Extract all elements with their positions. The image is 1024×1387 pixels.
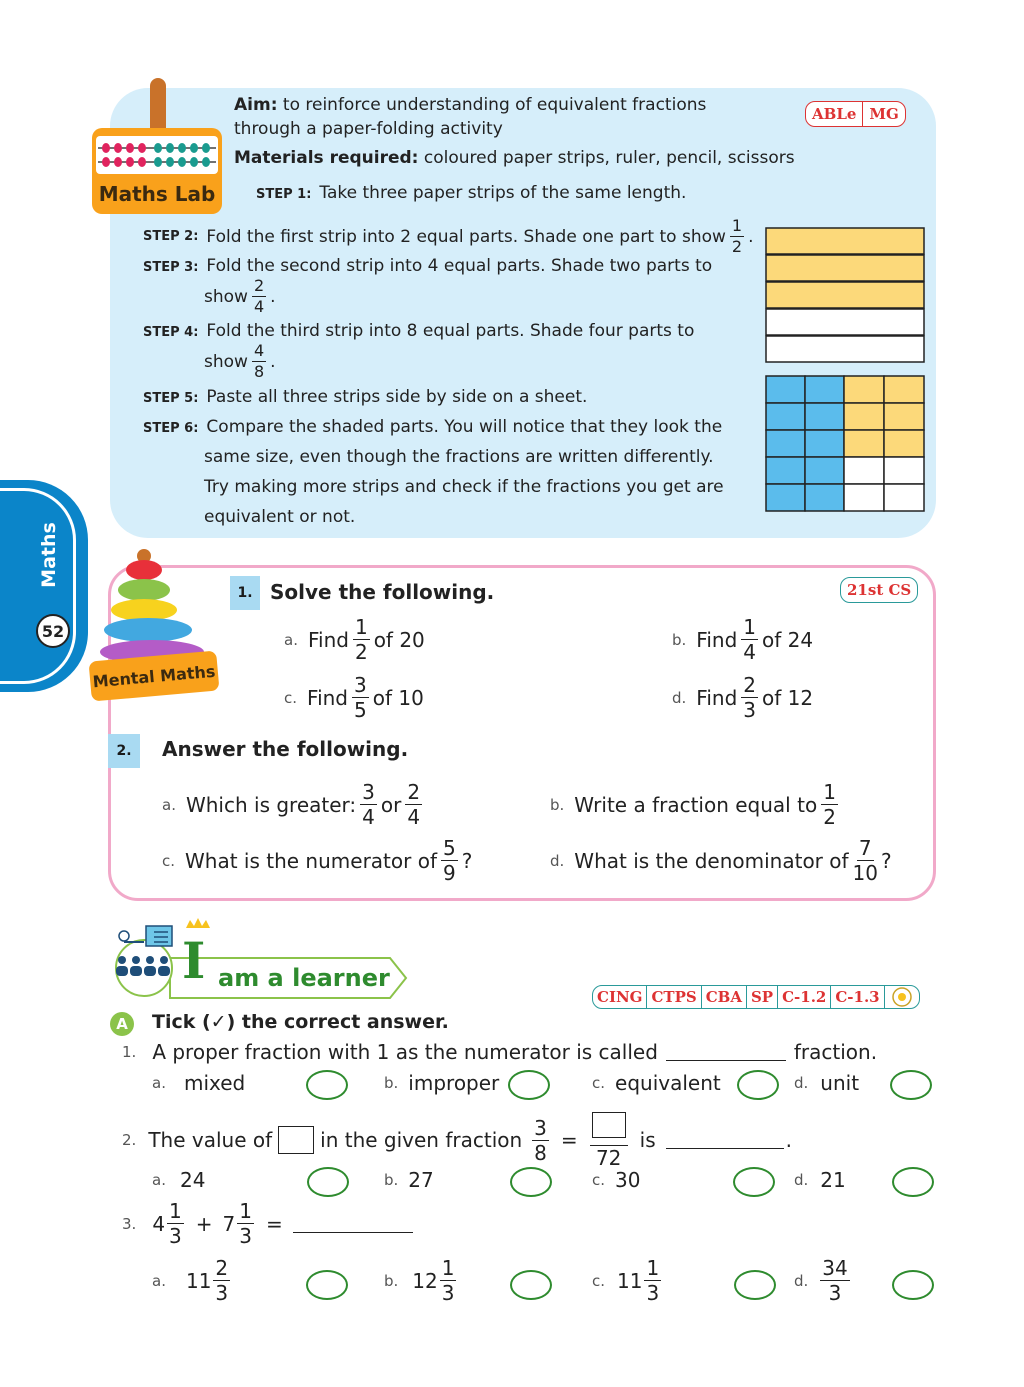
tag-able: ABLe <box>806 102 863 126</box>
learner-title: am a learner <box>218 964 390 992</box>
mixed-number-2 <box>223 1201 256 1246</box>
fraction-part <box>213 1258 230 1303</box>
step-5-label: STEP 5: <box>143 391 199 406</box>
step-4 <box>143 321 694 341</box>
plus-sign: + <box>195 1211 213 1236</box>
q1-option-a <box>152 1071 245 1095</box>
item-post: of 24 <box>762 627 814 652</box>
q3-option-d <box>794 1258 852 1303</box>
fraction-numerator: 5 <box>443 836 456 860</box>
q3-option-a-circle[interactable] <box>306 1270 348 1300</box>
competency-tag: C-1.2 <box>778 986 831 1008</box>
q1-item-d <box>672 675 813 720</box>
competency-tag: CBA <box>702 986 747 1008</box>
item-post: of 10 <box>372 685 424 710</box>
item-label: c. <box>284 688 298 707</box>
item-label: b. <box>550 795 565 814</box>
step-1-text: Take three paper strips of the same length. <box>319 183 687 203</box>
q1-option-c <box>592 1071 721 1095</box>
period: . <box>270 351 276 372</box>
equals-sign: = <box>560 1128 578 1152</box>
q1-item-b <box>672 617 813 662</box>
fraction-numerator: 4 <box>253 341 265 360</box>
whole-part: 4 <box>152 1211 166 1236</box>
period: . <box>270 286 276 307</box>
fraction-numerator: 1 <box>354 615 368 639</box>
q2-title: Answer the following. <box>162 737 409 761</box>
fraction-numerator: 1 <box>743 615 757 639</box>
option-label: c. <box>592 1074 606 1092</box>
materials-text: coloured paper strips, ruler, pencil, scissors <box>423 148 795 168</box>
item-label: d. <box>672 688 687 707</box>
q2-item-a <box>162 782 426 827</box>
q-number: 1. <box>122 1043 137 1061</box>
q1-item-a <box>284 617 425 662</box>
fraction-denominator: 10 <box>852 861 878 885</box>
aim-text: to reinforce understanding of equivalent fractions <box>282 95 707 115</box>
mixed-number-1 <box>152 1201 185 1246</box>
item-text: What is the numerator of <box>185 848 437 873</box>
fraction-denominator: 4 <box>362 805 375 829</box>
item-fraction-2 <box>405 782 422 827</box>
item-pre: Find <box>696 685 738 710</box>
fraction-numerator: 1 <box>169 1199 182 1223</box>
fraction-numerator: 3 <box>362 780 375 804</box>
q-text-1: The value of <box>148 1128 273 1152</box>
answer-box[interactable] <box>278 1126 314 1154</box>
period: . <box>785 1128 793 1152</box>
q2-option-b-circle[interactable] <box>510 1167 552 1197</box>
strip-diagram-grid <box>765 375 925 513</box>
q1-title: Solve the following. <box>270 580 495 604</box>
subject-label: Maths <box>38 522 60 588</box>
learner-title-letter: I <box>182 931 206 990</box>
q-text: A proper fraction with 1 as the numerator is called <box>152 1040 658 1064</box>
learner-q1 <box>122 1040 877 1064</box>
option-text: 21 <box>820 1168 846 1192</box>
q3-option-b <box>384 1258 458 1303</box>
q1-option-b <box>384 1071 499 1095</box>
fraction-numerator: 1 <box>731 216 743 235</box>
fraction-denominator: 2 <box>731 237 743 256</box>
item-label: a. <box>162 795 176 814</box>
item-label: a. <box>284 630 298 649</box>
fraction-numerator: 3 <box>534 1115 547 1140</box>
learner-q3 <box>122 1201 413 1246</box>
whole-part: 11 <box>617 1268 643 1293</box>
maths-lab-badge <box>92 78 222 216</box>
fraction-denominator: 4 <box>407 805 421 829</box>
section-a-badge: A <box>110 1012 134 1036</box>
answer-blank[interactable] <box>293 1215 413 1233</box>
option-label: d. <box>794 1271 809 1290</box>
fraction-numerator: 2 <box>253 276 265 295</box>
abacus-stand-icon <box>150 78 166 134</box>
fraction-denominator: 2 <box>354 640 368 664</box>
step-3-text: Fold the second strip into 4 equal parts. Shade two parts to <box>206 256 713 276</box>
step-4-cont <box>204 343 276 380</box>
item-fraction-1 <box>360 782 377 827</box>
fraction-denominator: 8 <box>253 362 265 381</box>
option-label: b. <box>384 1271 399 1290</box>
option-text: equivalent <box>615 1071 721 1095</box>
maths-lab-label: Maths Lab <box>98 182 216 206</box>
q-text-end: fraction. <box>793 1040 878 1064</box>
item-pre: Find <box>307 685 348 710</box>
tag-mg: MG <box>869 105 899 123</box>
fraction-denominator: 3 <box>239 1224 253 1248</box>
competency-tag: C-1.3 <box>831 986 884 1008</box>
item-fraction <box>741 675 758 720</box>
q2-fraction <box>532 1115 549 1165</box>
ring-stack-icon <box>100 548 210 668</box>
aim-line-2: through a paper-folding activity <box>234 119 503 139</box>
step-2-fraction <box>730 218 744 255</box>
fraction-denominator: 3 <box>441 1281 455 1305</box>
option-label: a. <box>152 1074 166 1092</box>
item-fraction <box>851 838 880 883</box>
item-text: Which is greater: <box>185 792 357 817</box>
answer-blank[interactable] <box>666 1131 784 1149</box>
item-text: What is the denominator of <box>574 848 849 873</box>
mental-maths-label: Mental Maths <box>91 661 217 691</box>
fraction-part <box>644 1258 661 1303</box>
q2-option-c-circle[interactable] <box>733 1167 775 1197</box>
materials-line <box>234 148 795 168</box>
fraction-denominator: 3 <box>169 1224 182 1248</box>
q2-option-a <box>152 1168 205 1192</box>
q-number: 3. <box>122 1214 137 1233</box>
fraction-denominator: 3 <box>828 1281 842 1305</box>
or-word: or <box>380 792 402 817</box>
q2-item-b <box>550 782 842 827</box>
tag-21st-cs-label: 21st CS <box>847 581 912 599</box>
tag-21st-cs <box>840 577 918 603</box>
q1-option-a-circle[interactable] <box>306 1070 348 1100</box>
fraction-denominator: 3 <box>743 698 757 722</box>
is-word: is <box>639 1128 656 1152</box>
item-post: of 12 <box>762 685 814 710</box>
fraction-denominator: 4 <box>253 297 265 316</box>
item-pre: Find <box>696 627 738 652</box>
step-6-label: STEP 6: <box>143 421 199 436</box>
step-3-text-2: show <box>204 286 248 307</box>
step-2-label: STEP 2: <box>143 229 199 244</box>
step-4-text-2: show <box>204 351 248 372</box>
fraction-denominator: 5 <box>354 698 367 722</box>
option-label: c. <box>592 1271 606 1290</box>
q1-option-d <box>794 1071 859 1095</box>
step-4-text: Fold the third strip into 8 equal parts. Shade four parts to <box>206 321 695 341</box>
materials-label: Materials required: <box>234 148 419 168</box>
step-3-label: STEP 3: <box>143 260 199 275</box>
item-label: c. <box>162 851 176 870</box>
option-text: 30 <box>615 1168 641 1192</box>
option-text: 27 <box>408 1168 434 1192</box>
fraction-denominator: 2 <box>823 805 836 829</box>
q2-fraction-box <box>590 1112 628 1168</box>
learner-q2 <box>122 1112 792 1168</box>
fraction-numerator: 2 <box>743 673 757 697</box>
q2-option-a-circle[interactable] <box>307 1167 349 1197</box>
aim-label: Aim: <box>234 95 278 115</box>
step-6-line-4: equivalent or not. <box>204 507 356 527</box>
question-mark: ? <box>461 848 473 873</box>
aim-line <box>234 95 706 115</box>
fraction-numerator: 34 <box>822 1256 848 1280</box>
q1-item-c <box>284 675 424 720</box>
competency-tag: SP <box>747 986 778 1008</box>
option-label: b. <box>384 1171 399 1189</box>
fraction-part <box>167 1201 184 1246</box>
fraction-numerator-box[interactable] <box>590 1112 628 1146</box>
q3-option-c-circle[interactable] <box>734 1270 776 1300</box>
q3-option-b-circle[interactable] <box>510 1270 552 1300</box>
item-fraction <box>353 617 370 662</box>
item-fraction <box>821 782 838 827</box>
q2-number-badge: 2. <box>108 734 140 768</box>
whole-part: 11 <box>185 1268 212 1293</box>
q3-option-c <box>592 1258 663 1303</box>
q-number: 2. <box>122 1131 137 1149</box>
step-1-label: STEP 1: <box>256 187 312 202</box>
competency-tag: CTPS <box>647 986 701 1008</box>
option-text: 24 <box>179 1168 206 1192</box>
step-5 <box>143 387 587 407</box>
abacus-icon <box>92 128 222 214</box>
option-label: b. <box>384 1074 399 1092</box>
item-pre: Find <box>307 627 349 652</box>
q3-option-a <box>152 1258 232 1303</box>
fraction-numerator: 2 <box>407 780 421 804</box>
option-label: d. <box>794 1171 809 1189</box>
fraction-numerator: 3 <box>354 673 367 697</box>
step-1 <box>256 183 686 203</box>
competency-tags <box>592 985 920 1009</box>
q1-option-b-circle[interactable] <box>508 1070 550 1100</box>
item-label: b. <box>672 630 687 649</box>
q2-option-c <box>592 1168 640 1192</box>
page-number: 52 <box>36 614 70 648</box>
option-text: improper <box>408 1071 500 1095</box>
fraction-numerator: 1 <box>441 1256 455 1280</box>
item-post: of 20 <box>373 627 425 652</box>
fraction-part <box>440 1258 457 1303</box>
step-6-line-3: Try making more strips and check if the fractions you get are <box>204 477 724 497</box>
section-a-title: Tick (✓) the correct answer. <box>152 1011 449 1033</box>
fraction-numerator: 1 <box>646 1256 660 1280</box>
fraction-part <box>237 1201 254 1246</box>
option-label: a. <box>152 1271 166 1290</box>
step-2-text: Fold the first strip into 2 equal parts. Shade one part to show <box>206 226 726 247</box>
item-fraction <box>352 675 369 720</box>
step-3 <box>143 256 712 276</box>
step-4-label: STEP 4: <box>143 325 199 340</box>
emblem-icon <box>885 986 919 1008</box>
strip-diagram-halves <box>765 227 925 365</box>
q2-item-d <box>550 838 892 883</box>
competency-tag: CING <box>593 986 647 1008</box>
step-6 <box>143 417 722 437</box>
fraction-numerator: 1 <box>239 1199 253 1223</box>
q2-item-c <box>162 838 472 883</box>
q1-option-c-circle[interactable] <box>737 1070 779 1100</box>
fraction-denominator: 8 <box>534 1140 547 1165</box>
fraction-denominator: 3 <box>646 1281 660 1305</box>
side-tab <box>0 480 88 692</box>
fraction-denominator: 3 <box>215 1281 229 1305</box>
option-text: unit <box>820 1071 860 1095</box>
whole-part: 12 <box>412 1268 438 1293</box>
step-3-fraction <box>252 278 266 315</box>
option-label: a. <box>152 1171 166 1189</box>
fraction-numerator: 2 <box>215 1256 229 1280</box>
fraction-numerator: 7 <box>858 836 872 860</box>
q1-number-badge: 1. <box>230 576 260 610</box>
fraction-denominator: 9 <box>443 861 456 885</box>
answer-blank[interactable] <box>666 1043 786 1061</box>
item-label: d. <box>550 851 565 870</box>
fraction-denominator: 4 <box>743 640 757 664</box>
fraction-denominator: 72 <box>595 1146 622 1170</box>
q1-option-d-circle[interactable] <box>890 1070 932 1100</box>
q2-option-d-circle[interactable] <box>892 1167 934 1197</box>
step-6-line-2: same size, even though the fractions are written differently. <box>204 447 714 467</box>
q3-option-d-circle[interactable] <box>892 1270 934 1300</box>
lab-tags <box>805 101 906 127</box>
question-mark: ? <box>881 848 892 873</box>
option-label: d. <box>794 1074 809 1092</box>
item-fraction <box>441 838 458 883</box>
equals-sign: = <box>266 1211 283 1236</box>
step-2 <box>143 218 754 255</box>
option-label: c. <box>592 1171 606 1189</box>
step-5-text: Paste all three strips side by side on a sheet. <box>206 387 588 407</box>
option-text: mixed <box>183 1071 246 1095</box>
whole-part: 7 <box>222 1211 236 1236</box>
period: . <box>748 226 754 247</box>
q2-option-d <box>794 1168 846 1192</box>
step-4-fraction <box>252 343 266 380</box>
item-fraction <box>741 617 758 662</box>
fraction-part <box>820 1258 849 1303</box>
q-text-2: in the given fraction <box>320 1128 523 1152</box>
step-6-text: Compare the shaded parts. You will notice that they look the <box>206 417 723 437</box>
fraction-numerator: 1 <box>823 780 836 804</box>
step-3-cont <box>204 278 276 315</box>
q2-option-b <box>384 1168 434 1192</box>
item-text: Write a fraction equal to <box>574 792 818 817</box>
